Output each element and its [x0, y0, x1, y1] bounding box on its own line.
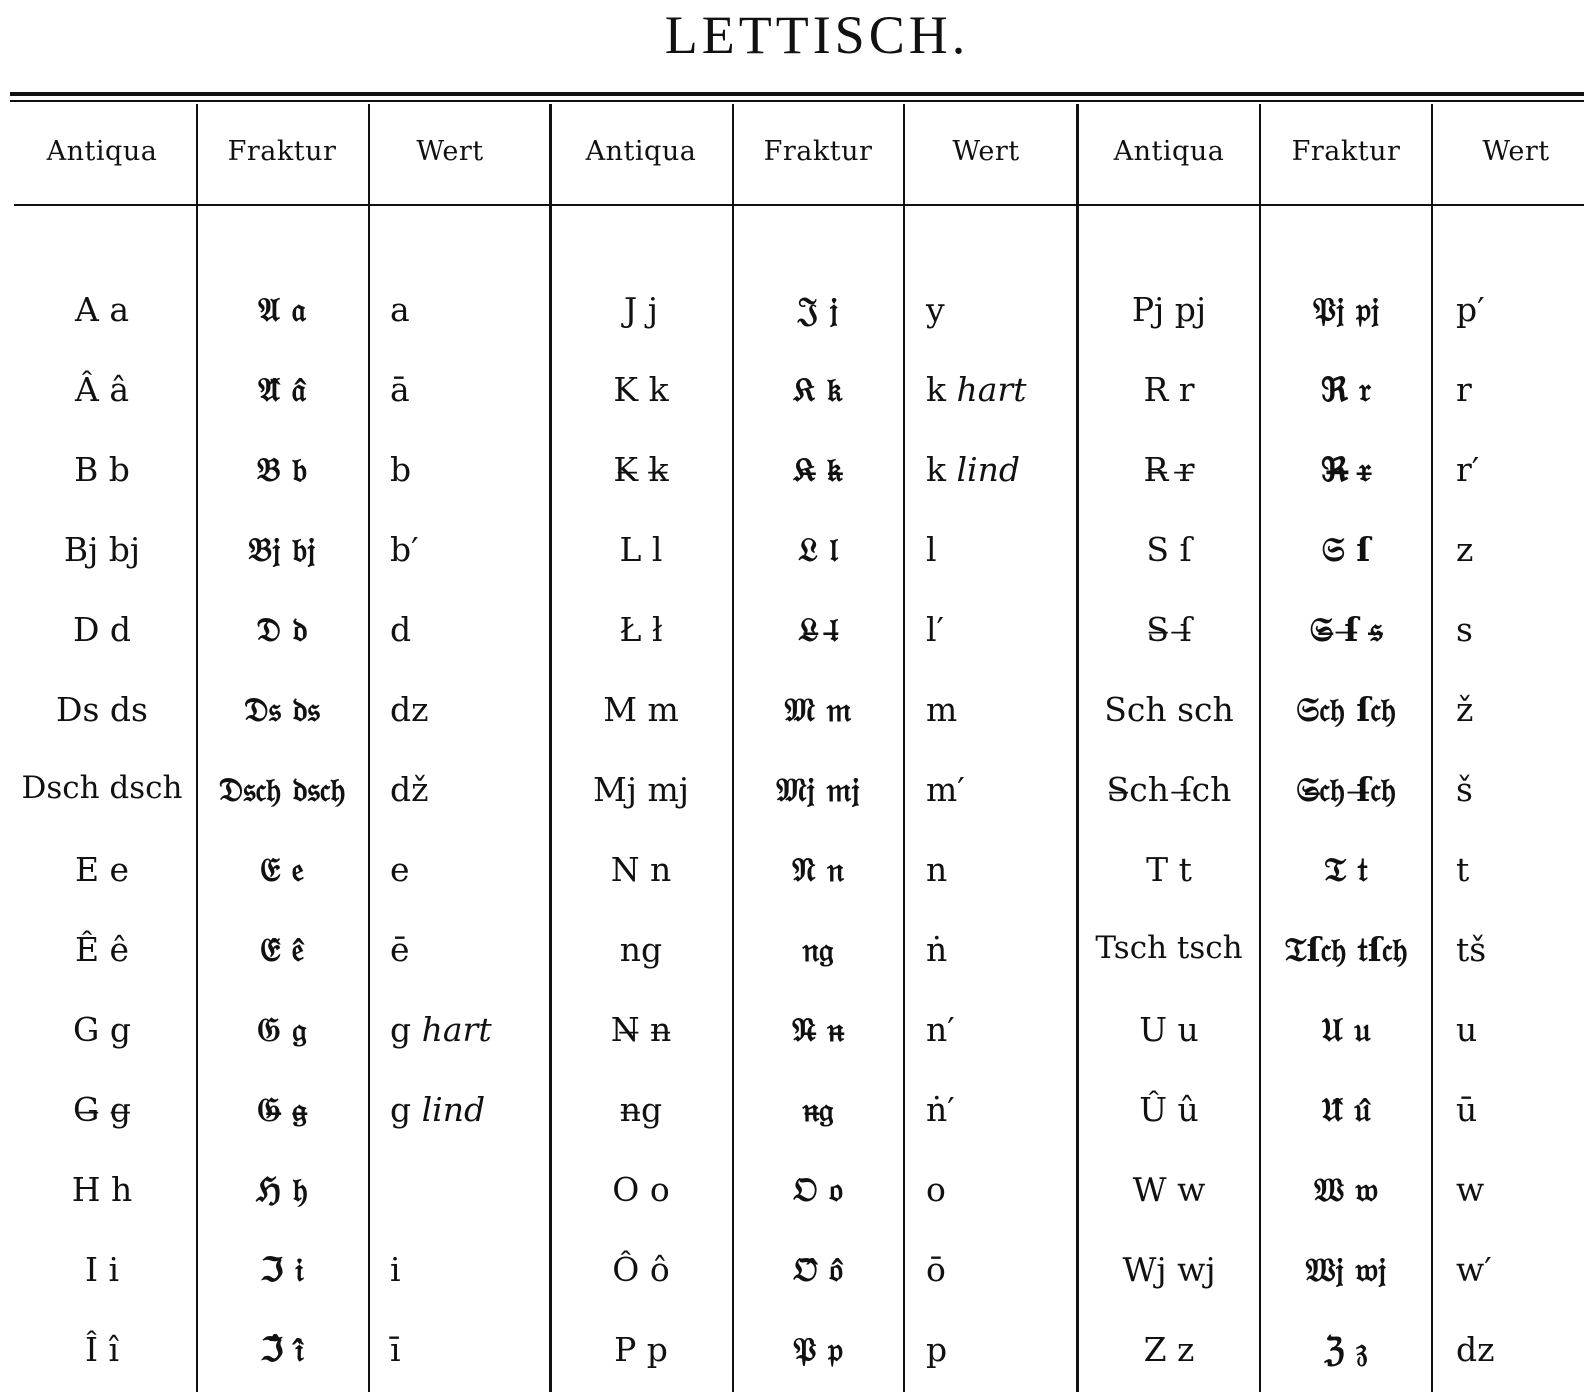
- cell-antiqua-g2-r8: N n: [610, 850, 672, 889]
- cell-fraktur-g3-r5: 𝔖̶ ſ̶ 𝔰̶: [1309, 610, 1383, 649]
- cell-fraktur-g1-r6: 𝔇𝔰 𝔡𝔰: [244, 690, 320, 729]
- cell-wert-g3-r8: t: [1456, 850, 1470, 889]
- cell-wert-g2-r6: m: [926, 690, 958, 729]
- cell-wert-g2-r8: n: [926, 850, 948, 889]
- cell-fraktur-g3-r14: ℨ 𝔷: [1324, 1330, 1368, 1369]
- cell-antiqua-g3-r9: Tsch tsch: [1095, 930, 1243, 966]
- cell-antiqua-g1-r6: Ds ds: [56, 690, 148, 729]
- cell-fraktur-g3-r1: 𝔓𝔧 𝔭𝔧: [1312, 290, 1380, 329]
- cell-wert-g1-r8: e: [390, 850, 410, 889]
- cell-fraktur-g1-r13: ℑ 𝔦: [260, 1250, 304, 1289]
- column-divider-g3-1: [1259, 104, 1261, 1392]
- cell-fraktur-g3-r11: 𝔘̂ 𝔲̂: [1321, 1090, 1371, 1129]
- cell-fraktur-g1-r2: 𝔄̂ 𝔞̂: [258, 370, 306, 409]
- cell-fraktur-g2-r3: 𝔎̶ 𝔨̶: [793, 450, 843, 489]
- cell-antiqua-g3-r11: Û û: [1139, 1090, 1199, 1129]
- cell-wert-g3-r14: dz: [1456, 1330, 1495, 1369]
- cell-antiqua-g3-r1: Pj pj: [1131, 290, 1207, 329]
- cell-wert-g3-r11: ū: [1456, 1090, 1478, 1129]
- cell-antiqua-g1-r11: G̶ g̶: [73, 1090, 131, 1129]
- cell-fraktur-g2-r7: 𝔐𝔧 𝔪𝔧: [776, 770, 860, 809]
- cell-fraktur-g1-r8: 𝔈 𝔢: [259, 850, 305, 889]
- cell-fraktur-g3-r13: 𝔚𝔧 𝔴𝔧: [1305, 1250, 1387, 1289]
- header-fraktur-g1: Fraktur: [227, 136, 337, 167]
- cell-antiqua-g2-r7: Mj mj: [592, 770, 690, 809]
- cell-fraktur-g3-r6: 𝔖𝔠𝔥 ſ𝔠𝔥: [1296, 690, 1396, 729]
- column-divider-g2-2: [903, 104, 905, 1392]
- cell-wert-g1-r9: ē: [390, 930, 410, 969]
- top-double-rule-upper: [10, 92, 1584, 96]
- cell-antiqua-g1-r13: I i: [84, 1250, 120, 1289]
- cell-wert-g1-r1: a: [390, 290, 410, 329]
- cell-antiqua-g1-r7: Dsch dsch: [21, 770, 183, 806]
- cell-wert-g3-r12: w: [1456, 1170, 1485, 1209]
- cell-antiqua-g2-r12: O o: [612, 1170, 670, 1209]
- cell-antiqua-g2-r6: M m: [603, 690, 679, 729]
- cell-wert-g3-r2: r: [1456, 370, 1472, 409]
- cell-fraktur-g3-r7: 𝔖̶𝔠𝔥 ſ̶𝔠𝔥: [1296, 770, 1396, 809]
- cell-wert-g2-r2: k hart: [926, 370, 1027, 409]
- cell-antiqua-g2-r4: L l: [619, 530, 663, 569]
- cell-wert-g2-r9: ṅ: [926, 930, 948, 969]
- cell-antiqua-g1-r9: Ê ê: [74, 930, 130, 969]
- cell-antiqua-g3-r3: R̶ r̶: [1143, 450, 1195, 489]
- cell-wert-g3-r5: s: [1456, 610, 1473, 649]
- cell-wert-g3-r13: w′: [1456, 1250, 1492, 1289]
- cell-fraktur-g2-r2: 𝔎 𝔨: [793, 370, 843, 409]
- cell-antiqua-g3-r8: T t: [1146, 850, 1192, 889]
- cell-antiqua-g1-r12: H h: [71, 1170, 133, 1209]
- header-antiqua-g2: Antiqua: [585, 136, 697, 167]
- cell-wert-g2-r12: o: [926, 1170, 946, 1209]
- cell-fraktur-g2-r13: 𝔒̂ 𝔬̂: [793, 1250, 843, 1289]
- wert-qualifier: lind: [956, 450, 1020, 489]
- cell-antiqua-g2-r14: P p: [614, 1330, 668, 1369]
- cell-antiqua-g1-r4: Bj bj: [63, 530, 141, 569]
- cell-antiqua-g3-r2: R r: [1143, 370, 1195, 409]
- column-divider-g2-group-end: [1076, 104, 1079, 1392]
- cell-wert-g1-r14: ī: [390, 1330, 401, 1369]
- cell-wert-g2-r10: n′: [926, 1010, 955, 1049]
- cell-fraktur-g1-r7: 𝔇𝔰𝔠𝔥 𝔡𝔰𝔠𝔥: [218, 770, 346, 809]
- cell-fraktur-g1-r12: ℌ 𝔥: [256, 1170, 308, 1209]
- cell-wert-g1-r10: g hart: [390, 1010, 492, 1049]
- cell-fraktur-g2-r4: 𝔏 𝔩: [798, 530, 838, 569]
- wert-qualifier: hart: [956, 370, 1027, 409]
- cell-fraktur-g3-r4: 𝔖 ſ: [1321, 530, 1371, 569]
- wert-qualifier: lind: [421, 1090, 486, 1129]
- cell-antiqua-g1-r5: D d: [72, 610, 132, 649]
- cell-antiqua-g2-r3: K̶ k̶: [613, 450, 669, 489]
- cell-fraktur-g2-r12: 𝔒 𝔬: [793, 1170, 843, 1209]
- cell-antiqua-g1-r1: A a: [75, 290, 129, 329]
- column-divider-g3-2: [1431, 104, 1433, 1392]
- cell-wert-g1-r11: g lind: [390, 1090, 486, 1129]
- cell-fraktur-g1-r14: ℑ̂ 𝔦̂: [260, 1330, 304, 1369]
- cell-antiqua-g2-r5: Ł ł: [619, 610, 663, 649]
- cell-fraktur-g1-r9: 𝔈̂ 𝔢̂: [259, 930, 305, 969]
- cell-fraktur-g2-r1: 𝔍 𝔧: [797, 290, 839, 329]
- cell-fraktur-g2-r8: 𝔑 𝔫: [792, 850, 844, 889]
- cell-fraktur-g2-r11: 𝔫̶𝔤: [802, 1090, 834, 1129]
- cell-antiqua-g1-r10: G g: [73, 1010, 131, 1049]
- cell-fraktur-g2-r9: 𝔫𝔤: [802, 930, 834, 969]
- cell-antiqua-g2-r2: K k: [613, 370, 669, 409]
- cell-wert-g2-r5: l′: [926, 610, 945, 649]
- header-antiqua-g3: Antiqua: [1113, 136, 1225, 167]
- cell-antiqua-g3-r12: W w: [1132, 1170, 1206, 1209]
- cell-fraktur-g1-r5: 𝔇 𝔡: [256, 610, 308, 649]
- header-wert-g1: Wert: [416, 136, 484, 167]
- cell-wert-g3-r7: š: [1456, 770, 1473, 809]
- cell-wert-g2-r13: ō: [926, 1250, 946, 1289]
- cell-wert-g3-r9: tš: [1456, 930, 1487, 969]
- cell-wert-g2-r14: p: [926, 1330, 948, 1369]
- header-wert-g2: Wert: [952, 136, 1020, 167]
- cell-fraktur-g3-r12: 𝔚 𝔴: [1313, 1170, 1379, 1209]
- cell-fraktur-g1-r1: 𝔄 𝔞: [258, 290, 306, 329]
- cell-fraktur-g2-r6: 𝔐 𝔪: [784, 690, 852, 729]
- cell-wert-g3-r4: z: [1456, 530, 1474, 569]
- cell-wert-g3-r10: u: [1456, 1010, 1478, 1049]
- cell-wert-g3-r3: r′: [1456, 450, 1480, 489]
- cell-antiqua-g2-r13: Ô ô: [612, 1250, 670, 1289]
- cell-wert-g1-r7: dž: [390, 770, 429, 809]
- cell-wert-g2-r1: y: [926, 290, 945, 329]
- cell-antiqua-g3-r14: Z z: [1143, 1330, 1195, 1369]
- header-antiqua-g1: Antiqua: [46, 136, 158, 167]
- cell-antiqua-g3-r6: Sch sch: [1104, 690, 1234, 729]
- cell-antiqua-g2-r1: J j: [624, 290, 658, 329]
- cell-wert-g3-r6: ž: [1456, 690, 1474, 729]
- cell-wert-g2-r11: ṅ′: [926, 1090, 955, 1129]
- cell-fraktur-g3-r9: 𝔗ſ𝔠𝔥 𝔱ſ𝔠𝔥: [1284, 930, 1408, 969]
- cell-fraktur-g3-r3: ℜ̶ 𝔯̶: [1320, 450, 1372, 489]
- cell-wert-g1-r13: i: [390, 1250, 401, 1289]
- column-divider-g1-2: [368, 104, 370, 1392]
- cell-antiqua-g2-r9: ng: [619, 930, 663, 969]
- cell-fraktur-g2-r5: 𝔏̶ 𝔩̶: [798, 610, 838, 649]
- cell-wert-g3-r1: p′: [1456, 290, 1485, 329]
- top-double-rule-lower: [10, 100, 1584, 102]
- cell-fraktur-g3-r8: 𝔗 𝔱: [1324, 850, 1368, 889]
- header-fraktur-g2: Fraktur: [763, 136, 873, 167]
- cell-wert-g1-r5: d: [390, 610, 412, 649]
- cell-fraktur-g1-r11: 𝔊̶ 𝔤̶: [257, 1090, 307, 1129]
- cell-wert-g2-r3: k lind: [926, 450, 1020, 489]
- cell-antiqua-g3-r7: S̶ch ſ̶ch: [1106, 770, 1232, 809]
- cell-antiqua-g3-r4: S ſ: [1146, 530, 1192, 569]
- cell-antiqua-g1-r2: Â â: [75, 370, 129, 409]
- header-fraktur-g3: Fraktur: [1291, 136, 1401, 167]
- cell-wert-g1-r3: b: [390, 450, 412, 489]
- cell-wert-g1-r6: dz: [390, 690, 429, 729]
- cell-antiqua-g1-r14: Î î: [84, 1330, 120, 1369]
- cell-antiqua-g3-r13: Wj wj: [1122, 1250, 1216, 1289]
- cell-fraktur-g2-r10: 𝔑̶ 𝔫̶: [792, 1010, 844, 1049]
- cell-fraktur-g1-r3: 𝔅 𝔟: [256, 450, 308, 489]
- cell-wert-g2-r7: m′: [926, 770, 965, 809]
- header-wert-g3: Wert: [1482, 136, 1550, 167]
- cell-fraktur-g1-r4: 𝔅𝔧 𝔟𝔧: [248, 530, 316, 569]
- cell-antiqua-g3-r5: S̶ ſ̶: [1146, 610, 1192, 649]
- header-rule: [14, 204, 1584, 206]
- cell-fraktur-g3-r10: 𝔘 𝔲: [1321, 1010, 1371, 1049]
- page-title: LETTISCH.: [664, 5, 970, 65]
- cell-antiqua-g1-r8: E e: [74, 850, 130, 889]
- cell-wert-g1-r4: b′: [390, 530, 419, 569]
- cell-wert-g1-r2: ā: [390, 370, 410, 409]
- cell-antiqua-g2-r10: N̶ n̶: [610, 1010, 672, 1049]
- cell-fraktur-g1-r10: 𝔊 𝔤: [257, 1010, 307, 1049]
- cell-wert-g2-r4: l: [926, 530, 937, 569]
- cell-antiqua-g2-r11: n̶g: [619, 1090, 663, 1129]
- cell-antiqua-g3-r10: U u: [1139, 1010, 1199, 1049]
- cell-fraktur-g2-r14: 𝔓 𝔭: [793, 1330, 843, 1369]
- cell-antiqua-g1-r3: B b: [74, 450, 130, 489]
- wert-qualifier: hart: [421, 1010, 492, 1049]
- cell-fraktur-g3-r2: ℜ 𝔯: [1320, 370, 1372, 409]
